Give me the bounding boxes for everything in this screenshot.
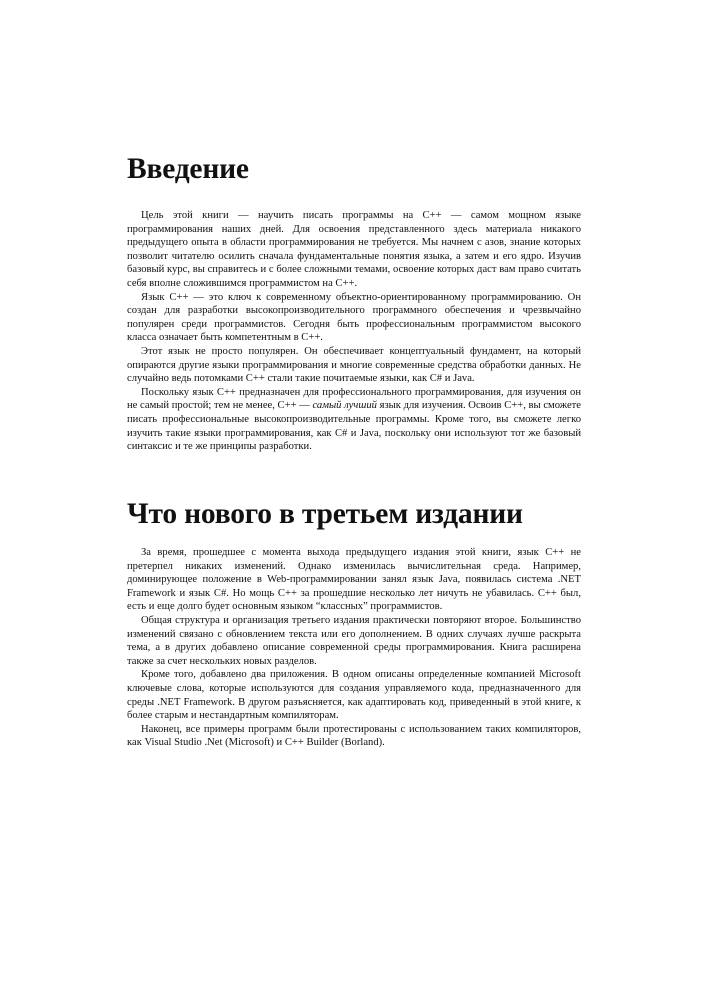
section-body <box>127 209 581 454</box>
section-introduction <box>127 153 581 454</box>
emphasis-text: самый лучший <box>312 400 377 412</box>
paragraph: За время, прошедшее с момента выхода предыдущего издания этой книги, язык C++ не претерпел никаких изменений. Однако изменилась вычислительная среда. Например, доминирующее положение в Web-программировании занял язык Java, появилась система .NET Framework и язык C#. Но мощь C++ за прошедшие несколько лет ничуть не убавилась. C++ был, есть и еще долго будет основным языком “классных” программистов. <box>127 547 581 613</box>
paragraph: Язык C++ — это ключ к современному объектно-ориентированному программированию. Он создан для разработки высокопроизводительного программного обеспечения и чрезвычайно популярен среди программистов. Сегодня быть профессиональным программистом высокого класса означает быть компетентным в C++. <box>127 291 581 344</box>
section-heading: Введение <box>127 153 249 185</box>
section-heading: Что нового в третьем издании <box>127 498 523 530</box>
paragraph: Общая структура и организация третьего издания практически повторяют второе. Большинство изменений связано с обновлением текста или его дополнением. В одних случаях лучше раскрыта тема, а в других добавлено описание современной среды программирования. Книга расширена также за счет нескольких новых разделов. <box>127 614 581 667</box>
paragraph: Кроме того, добавлено два приложения. В одном описаны определенные компанией Microsoft ключевые слова, которые используются для создания управляемого кода, предназначенного для среды .NET Framework. В другом разъясняется, как адаптировать код, приведенный в этой книге, к более старым и нестандартным компиляторам. <box>127 669 581 722</box>
paragraph-text: язык для изучения. Освоив C++, вы сможете писать профессиональные высокопроизводительные программы. Кроме того, вы сможете легко изучить такие языки программирования, как C# и Java, поскольку они используют тот же базовый синтаксис и те же принципы разработки. <box>127 400 581 453</box>
paragraph: Цель этой книги — научить писать программы на C++ — самом мощном языке программирования наших дней. Для освоения представленного здесь материала никакого предыдущего опыта в области программирования не требуется. Мы начнем с азов, знание которых позволит читателю осилить сначала фундаментальные понятия языка, а затем и его ядро. Изучив базовый курс, вы справитесь и с более сложными темами, освоение которых даст вам право считать себя вполне сложившимся программистом на C++. <box>127 210 581 289</box>
paragraph: Наконец, все примеры программ были протестированы с использованием таких компиляторов, как Visual Studio .Net (Microsoft) и C++ Builder (Borland). <box>127 723 581 749</box>
section-body <box>127 546 581 750</box>
paragraph: Этот язык не просто популярен. Он обеспечивает концептуальный фундамент, на который опираются другие языки программирования и многие современные средства обработки данных. Не случайно ведь потомками C++ стали такие почитаемые языки, как C# и Java. <box>127 345 581 385</box>
paragraph-text: Поскольку язык C++ предназначен для профессионального программирования, для изучения он не самый простой; тем не менее, C++ — <box>127 386 581 412</box>
paragraph <box>127 386 581 454</box>
section-whats-new <box>127 498 581 750</box>
